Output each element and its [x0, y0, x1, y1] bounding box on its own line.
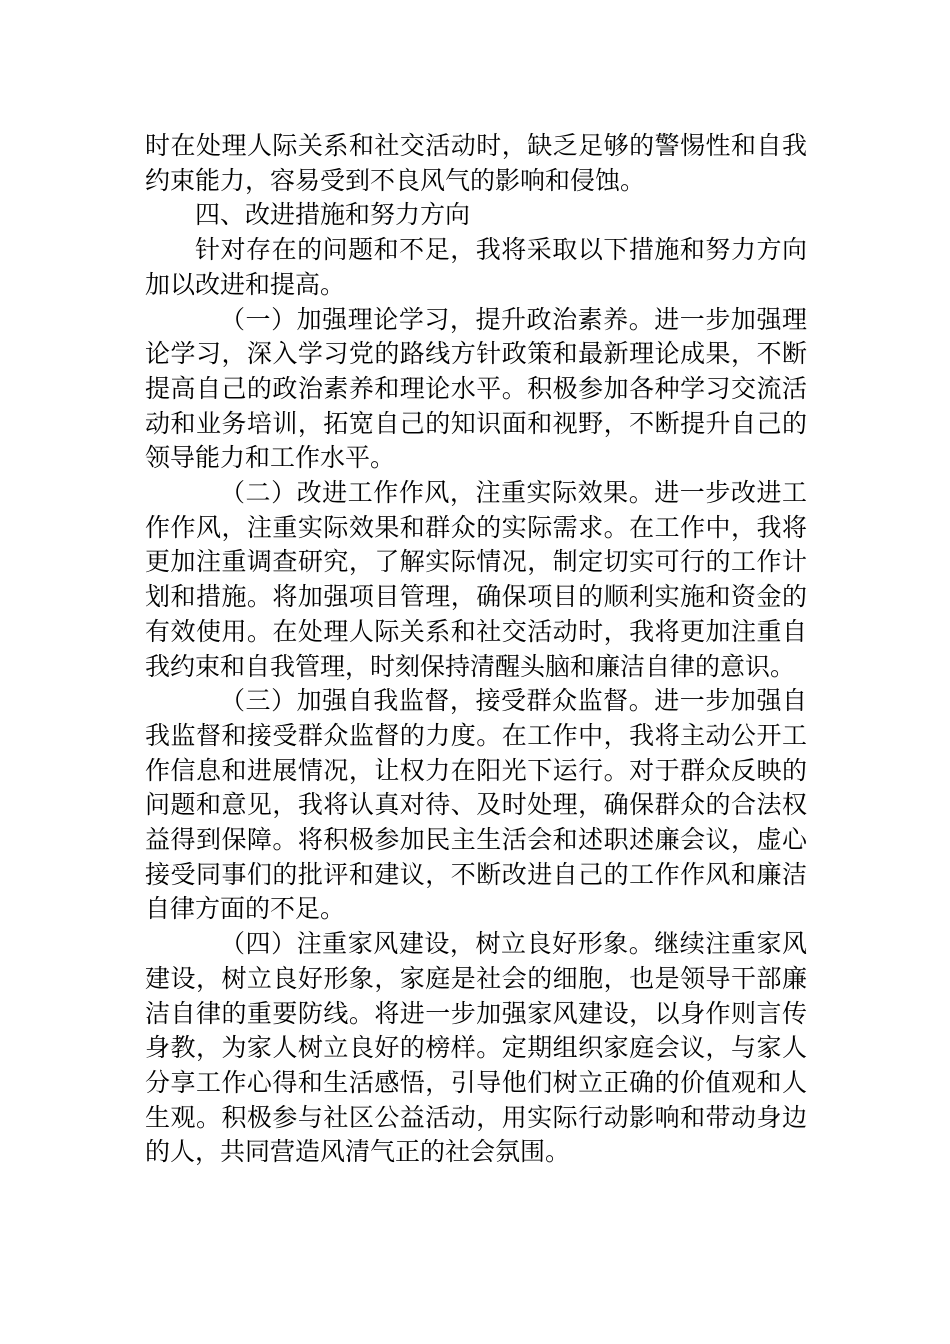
paragraph-measure-3: （三）加强自我监督，接受群众监督。进一步加强自我监督和接受群众监督的力度。在工作中，我将主动公开工作信息和进展情况，让权力在阳光下运行。对于群众反映的问题和意见，我将认真对待、及时处理，确保群众的合法权益得到保障。将积极参加民主生活会和述职述廉会议，虚心接受同事们的批评和建议，不断改进自己的工作作风和廉洁自律方面的不足。: [145, 686, 807, 924]
paragraph-continuation: 时在处理人际关系和社交活动时，缺乏足够的警惕性和自我约束能力，容易受到不良风气的影响和侵蚀。: [145, 131, 807, 195]
paragraph-measure-1: （一）加强理论学习，提升政治素养。进一步加强理论学习，深入学习党的路线方针政策和最新理论成果，不断提高自己的政治素养和理论水平。积极参加各种学习交流活动和业务培训，拓宽自己的知识面和视野，不断提升自己的领导能力和工作水平。: [145, 304, 807, 473]
section-heading: 四、改进措施和努力方向: [195, 200, 471, 230]
paragraph-measure-2: （二）改进工作作风，注重实际效果。进一步改进工作作风，注重实际效果和群众的实际需求。在工作中，我将更加注重调查研究，了解实际情况，制定切实可行的工作计划和措施。将加强项目管理，确保项目的顺利实施和资金的有效使用。在处理人际关系和社交活动时，我将更加注重自我约束和自我管理，时刻保持清醒头脑和廉洁自律的意识。: [145, 478, 807, 681]
paragraph-measure-4: （四）注重家风建设，树立良好形象。继续注重家风建设，树立良好形象，家庭是社会的细胞，也是领导干部廉洁自律的重要防线。将进一步加强家风建设，以身作则言传身教，为家人树立良好的榜样。定期组织家庭会议，与家人分享工作心得和生活感悟，引导他们树立正确的价值观和人生观。积极参与社区公益活动，用实际行动影响和带动身边的人，共同营造风清气正的社会氛围。: [145, 929, 807, 1167]
paragraph-intro: 针对存在的问题和不足，我将采取以下措施和努力方向加以改进和提高。: [145, 235, 807, 299]
document-body: [145, 129, 807, 1170]
